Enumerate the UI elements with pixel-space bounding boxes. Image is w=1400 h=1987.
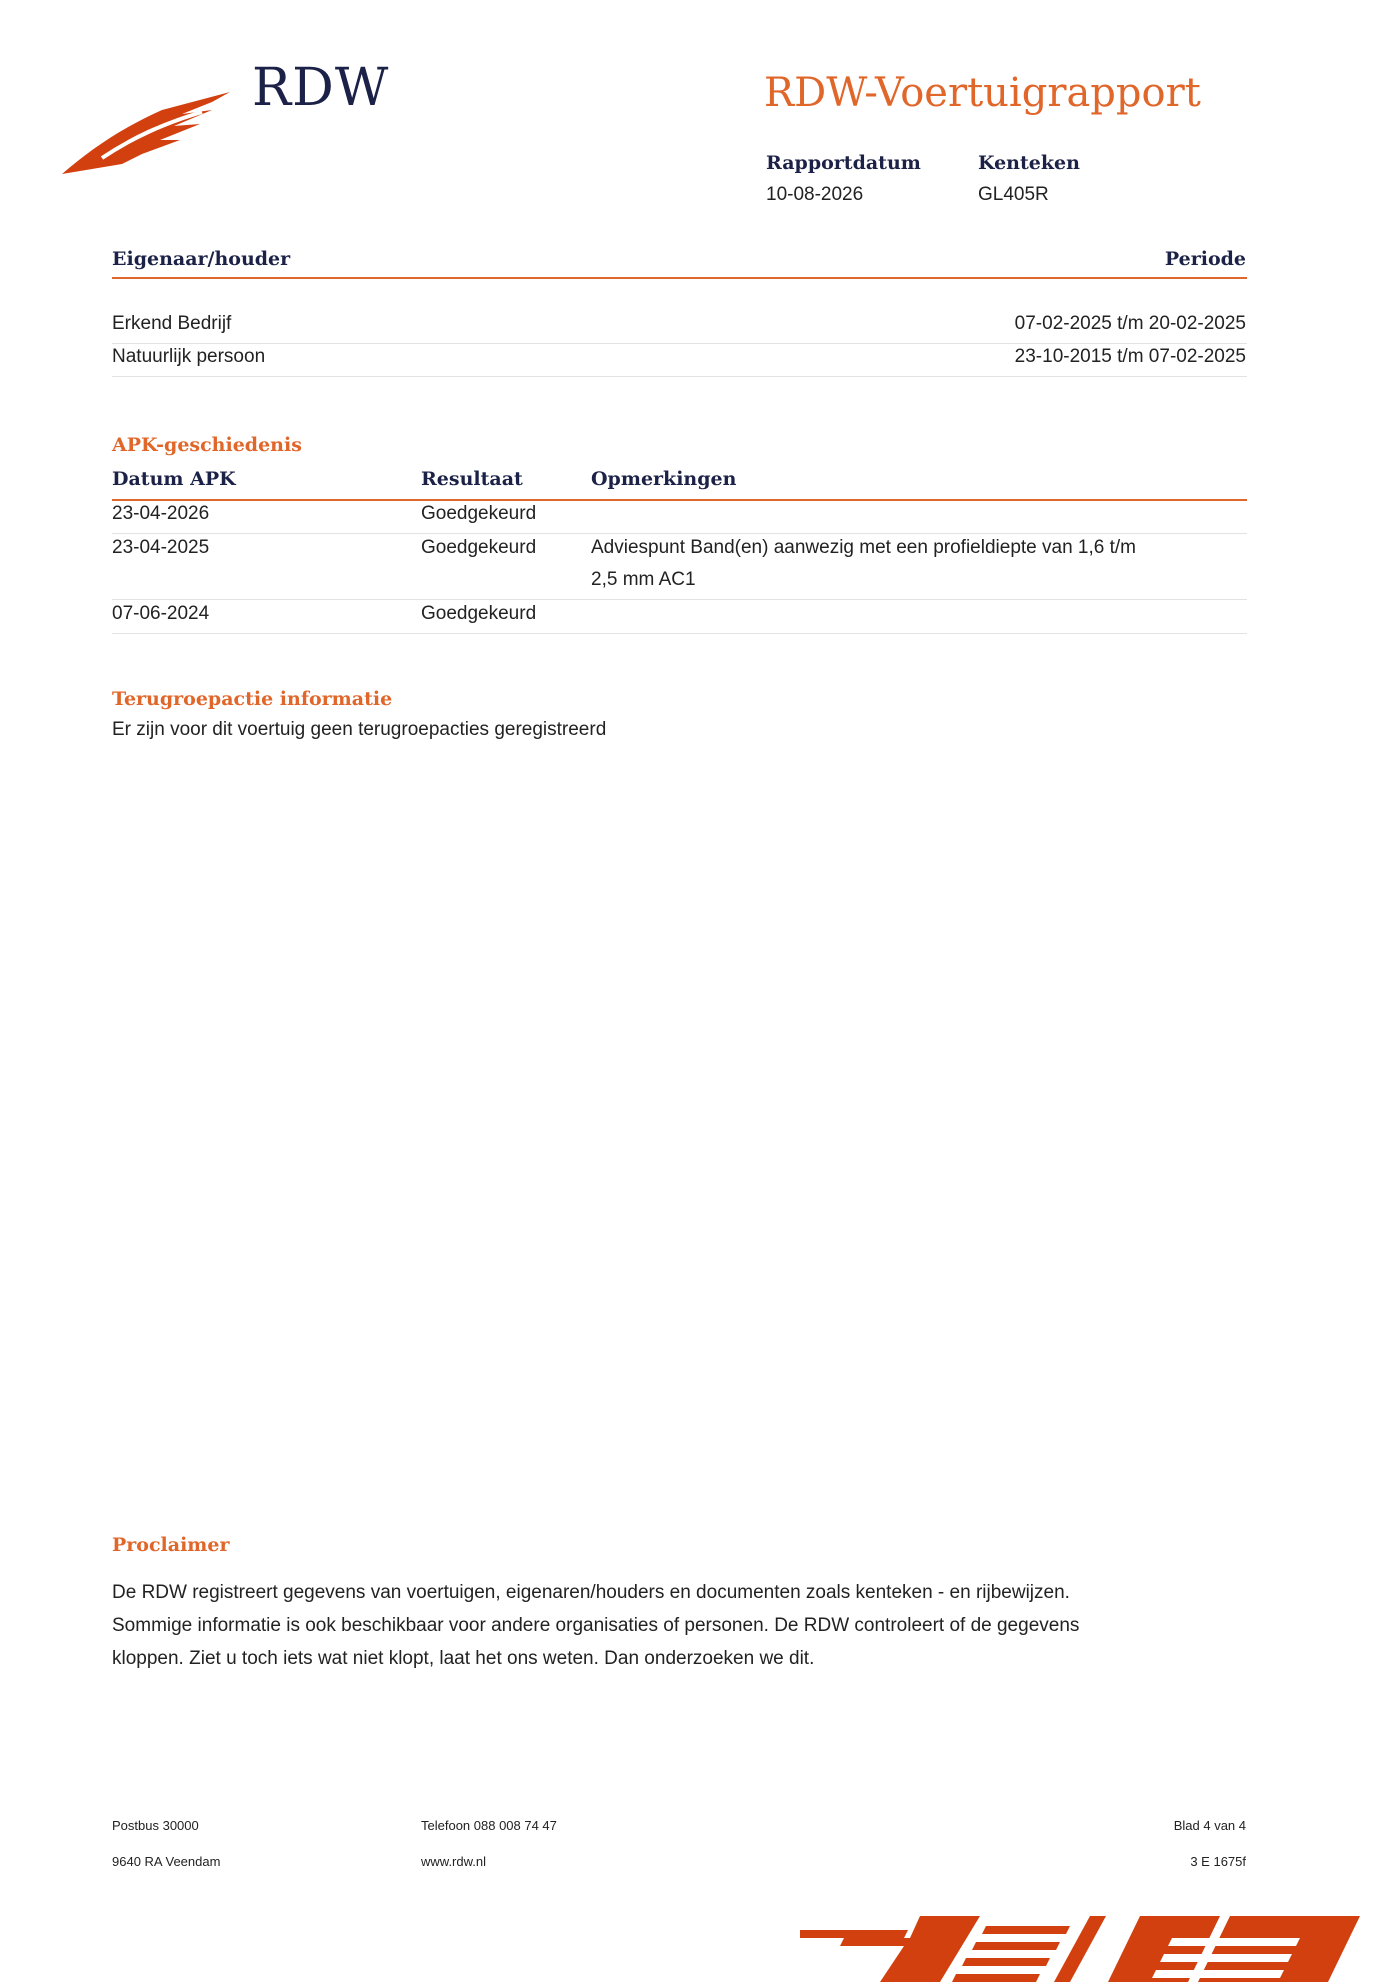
report-date-label: Rapportdatum	[766, 152, 921, 174]
owner-header-divider	[112, 277, 1247, 279]
recall-text: Er zijn voor dit voertuig geen terugroepacties geregistreerd	[112, 719, 607, 740]
report-title: RDW-Voertuigrapport	[764, 70, 1201, 116]
apk-date-cell: 23-04-2026	[112, 503, 210, 524]
owner-column-header: Eigenaar/houder	[112, 248, 291, 270]
period-cell: 23-10-2015 t/m 07-02-2025	[1014, 346, 1246, 367]
row-divider	[112, 599, 1247, 600]
owner-cell: Natuurlijk persoon	[112, 346, 266, 367]
footer-address-line1: Postbus 30000	[112, 1818, 199, 1833]
rdw-speed-lines-icon	[800, 1908, 1400, 1987]
apk-date-cell: 07-06-2024	[112, 603, 210, 624]
proclaimer-text	[112, 1576, 1252, 1675]
footer-address-line2: 9640 RA Veendam	[112, 1854, 221, 1869]
apk-result-cell: Goedgekeurd	[421, 537, 537, 558]
apk-result-cell: Goedgekeurd	[421, 503, 537, 524]
proclaimer-line: De RDW registreert gegevens van voertuigen, eigenaren/houders en documenten zoals kenteken - en rijbewijzen.	[112, 1582, 1070, 1603]
apk-remarks-cell: Adviespunt Band(en) aanwezig met een profieldiepte van 1,6 t/m	[591, 537, 1136, 558]
plate-value: GL405R	[978, 184, 1049, 205]
row-divider	[112, 533, 1247, 534]
row-divider	[112, 633, 1247, 634]
proclaimer-line: Sommige informatie is ook beschikbaar voor andere organisaties of personen. De RDW controleert of de gegevens	[112, 1615, 1080, 1636]
apk-date-column-header: Datum APK	[112, 468, 236, 490]
report-date-value: 10-08-2026	[766, 184, 864, 205]
apk-section-title: APK-geschiedenis	[112, 434, 302, 456]
recall-section-title: Terugroepactie informatie	[112, 688, 393, 710]
apk-date-cell: 23-04-2025	[112, 537, 210, 558]
apk-remarks-cell-continued: 2,5 mm AC1	[591, 569, 696, 590]
period-cell: 07-02-2025 t/m 20-02-2025	[1014, 313, 1246, 334]
footer-phone: Telefoon 088 008 74 47	[421, 1818, 557, 1833]
apk-result-column-header: Resultaat	[421, 468, 523, 490]
footer-document-code: 3 E 1675f	[1190, 1854, 1246, 1869]
footer-website: www.rdw.nl	[421, 1854, 487, 1869]
apk-result-cell: Goedgekeurd	[421, 603, 537, 624]
apk-remarks-column-header: Opmerkingen	[591, 468, 737, 490]
row-divider	[112, 343, 1247, 344]
rdw-wing-logo-icon	[62, 88, 232, 183]
proclaimer-title: Proclaimer	[112, 1534, 230, 1556]
owner-cell: Erkend Bedrijf	[112, 313, 232, 334]
proclaimer-line: kloppen. Ziet u toch iets wat niet klopt, laat het ons weten. Dan onderzoeken we dit.	[112, 1648, 815, 1669]
period-column-header: Periode	[1164, 248, 1246, 270]
rdw-logo-text: RDW	[252, 58, 390, 118]
footer-page-number: Blad 4 van 4	[1173, 1818, 1246, 1833]
plate-label: Kenteken	[978, 152, 1080, 174]
apk-header-divider	[112, 499, 1247, 501]
row-divider	[112, 376, 1247, 377]
